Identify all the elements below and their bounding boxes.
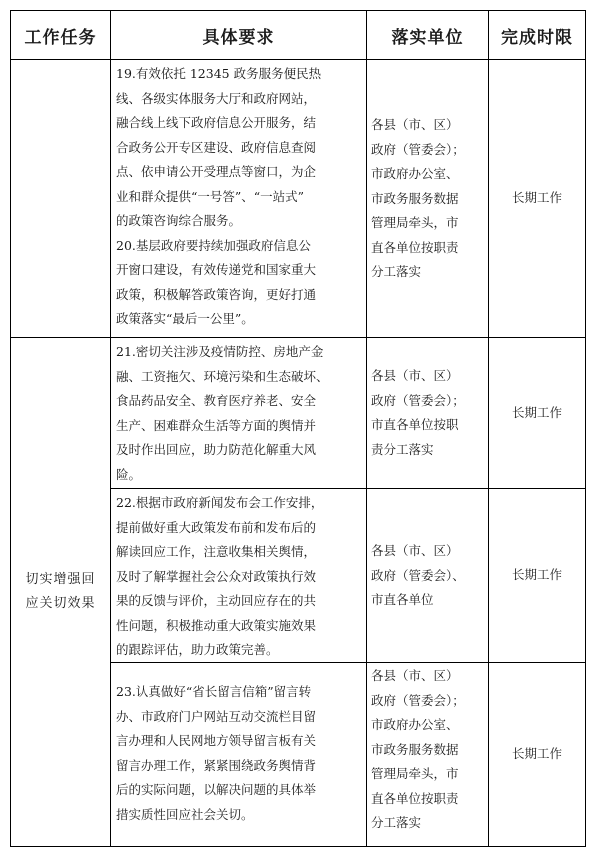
deadline-text: 长期工作 [511, 190, 562, 206]
requirement-line: 融合线上线下政府信息公开服务，结 [116, 115, 317, 130]
unit-line: 市直各单位 [371, 592, 434, 607]
col-divider-2 [366, 10, 367, 847]
unit-line: 各县（市、区） [371, 543, 459, 558]
unit-line: 市政府办公室、 [371, 717, 459, 732]
header-unit: 落实单位 [391, 27, 464, 48]
unit-line: 政府（管委会）； [371, 141, 465, 157]
unit-line: 市政府办公室、 [371, 166, 459, 181]
header-task: 工作任务 [24, 27, 97, 48]
row4-deadline [489, 663, 585, 846]
unit-line: 市政务服务数据 [371, 741, 459, 757]
row2-unit [371, 364, 486, 462]
requirement-line: 开窗口建设，有效传递党和国家重大 [116, 262, 317, 277]
row1-deadline [489, 60, 585, 337]
requirement-line: 措实质性回应社会关切。 [116, 806, 254, 822]
deadline-text: 长期工作 [511, 404, 562, 420]
requirement-line: 及时了解掌握社会公众对政策执行效 [116, 568, 317, 584]
unit-line: 分工落实 [371, 264, 422, 279]
unit-line: 责分工落实 [371, 441, 434, 457]
header-requirement: 具体要求 [202, 27, 275, 48]
deadline-text: 长期工作 [511, 567, 562, 583]
table-border-bottom [10, 846, 586, 847]
unit-line: 各县（市、区） [371, 668, 459, 683]
requirement-line: 食品药品安全、教育医疗养老、安全 [116, 393, 317, 408]
task-line: 切实增强回 [25, 572, 96, 587]
requirement-line: 的政策咨询综合服务。 [116, 213, 242, 228]
unit-line: 政府（管委会）、 [371, 567, 465, 583]
row2-requirement [116, 340, 362, 487]
unit-line: 市直各单位按职 [371, 417, 459, 432]
requirement-line: 19.有效依托 12345 政务服务便民热 [116, 66, 322, 81]
row1-requirement [116, 62, 362, 332]
requirement-line: 解读回应工作，注意收集相关舆情， [116, 544, 317, 559]
deadline-text: 长期工作 [511, 746, 562, 762]
requirement-line: 政策落实“最后一公里”。 [116, 311, 254, 326]
task-cell [11, 338, 110, 846]
requirement-line: 22.根据市政府新闻发布会工作安排， [116, 495, 324, 510]
requirement-line: 言办理和人民网地方领导留言板有关 [116, 733, 317, 748]
table-border-top [10, 10, 586, 11]
row1-unit [371, 113, 486, 285]
unit-line: 直各单位按职责 [371, 790, 459, 806]
table-border-right [585, 10, 586, 847]
unit-line: 管理局牵头，市 [371, 215, 459, 230]
row4-requirement [116, 680, 362, 827]
requirement-line: 险。 [116, 466, 142, 482]
unit-line: 政府（管委会）； [371, 392, 465, 408]
requirement-line: 后的实际问题，以解决问题的具体举 [116, 782, 317, 797]
row4-unit [371, 664, 486, 836]
unit-line: 直各单位按职责 [371, 239, 459, 255]
unit-line: 市政务服务数据 [371, 190, 459, 206]
col-divider-1 [110, 10, 111, 847]
unit-line: 管理局牵头，市 [371, 766, 459, 781]
requirement-line: 融、工资拖欠、环境污染和生态破坏、 [116, 368, 329, 384]
requirement-line: 政策，积极解答政策咨询，更好打通 [116, 286, 317, 302]
requirement-line: 生产、困难群众生活等方面的舆情并 [116, 417, 317, 433]
requirement-line: 性问题，积极推动重大政策实施效果 [116, 617, 317, 633]
requirement-line: 果的反馈与评价，主动回应存在的共 [116, 593, 317, 608]
requirement-line: 业和群众提供“一号答”、“一站式” [116, 188, 305, 204]
row3-deadline [489, 489, 585, 662]
requirement-line: 20.基层政府要持续加强政府信息公 [116, 237, 311, 253]
row3-unit [371, 539, 486, 613]
task-line: 应关切效果 [25, 596, 96, 611]
unit-line: 政府（管委会）； [371, 692, 465, 708]
requirement-line: 合政务公开专区建设、政府信息查阅 [116, 139, 317, 155]
requirement-line: 提前做好重大政策发布前和发布后的 [116, 519, 317, 535]
requirement-line: 23.认真做好“省长留言信箱”留言转 [116, 684, 312, 699]
row2-deadline [489, 338, 585, 488]
requirement-line: 的跟踪评估，助力政策完善。 [116, 642, 279, 657]
unit-line: 分工落实 [371, 815, 422, 830]
requirement-line: 21.密切关注涉及疫情防控、房地产金 [116, 344, 324, 359]
row3-requirement [116, 491, 362, 663]
requirement-line: 留言办理工作，紧紧围绕政务舆情背 [116, 757, 317, 773]
requirement-line: 点、依申请公开受理点等窗口，为企 [116, 164, 317, 179]
header-deadline: 完成时限 [501, 27, 573, 48]
requirement-line: 及时作出回应，助力防范化解重大风 [116, 442, 317, 457]
unit-line: 各县（市、区） [371, 368, 459, 383]
requirement-line: 线、各级实体服务大厅和政府网站， [116, 90, 317, 106]
unit-line: 各县（市、区） [371, 117, 459, 132]
requirement-line: 办、市政府门户网站互动交流栏目留 [116, 708, 317, 724]
